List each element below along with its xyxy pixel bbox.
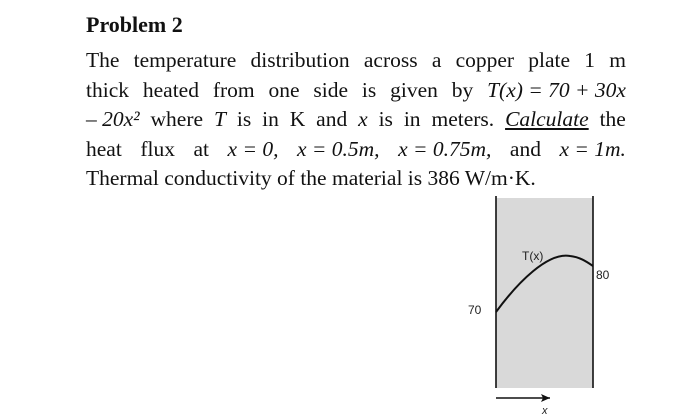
word: and [316,107,348,131]
word: copper [455,48,515,72]
word: plate [528,48,571,72]
equation-part-2: – 20x² [86,107,140,131]
problem-title: Problem 2 [86,12,183,37]
word: given [390,77,438,102]
equation-part-1: T(x) = 70 + 30x [487,77,626,102]
word: and [509,136,541,161]
left-temperature-label: 70 [468,303,482,317]
curve-label: T(x) [522,249,544,263]
position-value: x = 1m. [559,136,626,161]
calculate-emphasis [505,105,589,135]
statement-line-5: Thermal conductivity of the material is 386 W/m·K. [86,166,536,190]
word: heated [142,77,199,102]
word: distribution [250,48,350,72]
statement-line-2 [86,76,626,106]
word: where [150,107,204,131]
word: thick [86,77,129,102]
position-value: x = 0.75m, [398,136,492,161]
variable: T [213,107,226,131]
word: the [599,107,626,131]
word: from [212,77,255,102]
problem-statement [86,46,626,194]
word: in [403,107,421,131]
word: is [378,107,393,131]
word: heat [86,136,122,161]
statement-line-4 [86,135,626,165]
word: meters. [431,107,495,131]
word: flux [140,136,175,161]
word: 1 [584,48,596,72]
word: is [236,107,252,131]
word: The [86,48,120,72]
right-temperature-label: 80 [596,268,610,282]
word: side [313,77,349,102]
statement-line-3 [86,105,626,135]
statement-line-1 [86,46,626,76]
plate-diagram [430,188,650,420]
position-value: x = 0.5m, [296,136,380,161]
position-value: x = 0, [227,136,279,161]
word: is [361,77,377,102]
word: at [193,136,210,161]
word: in [262,107,279,131]
word: across [363,48,418,72]
word: by [451,77,474,102]
plate-figure [430,188,650,420]
variable: x [358,107,368,131]
word: temperature [133,48,237,72]
word: m [609,48,626,72]
word: a [431,48,442,72]
x-axis-label: x [542,405,548,417]
calculate-underline: Calculate [505,107,589,131]
word: K [289,107,306,131]
word: one [268,77,300,102]
